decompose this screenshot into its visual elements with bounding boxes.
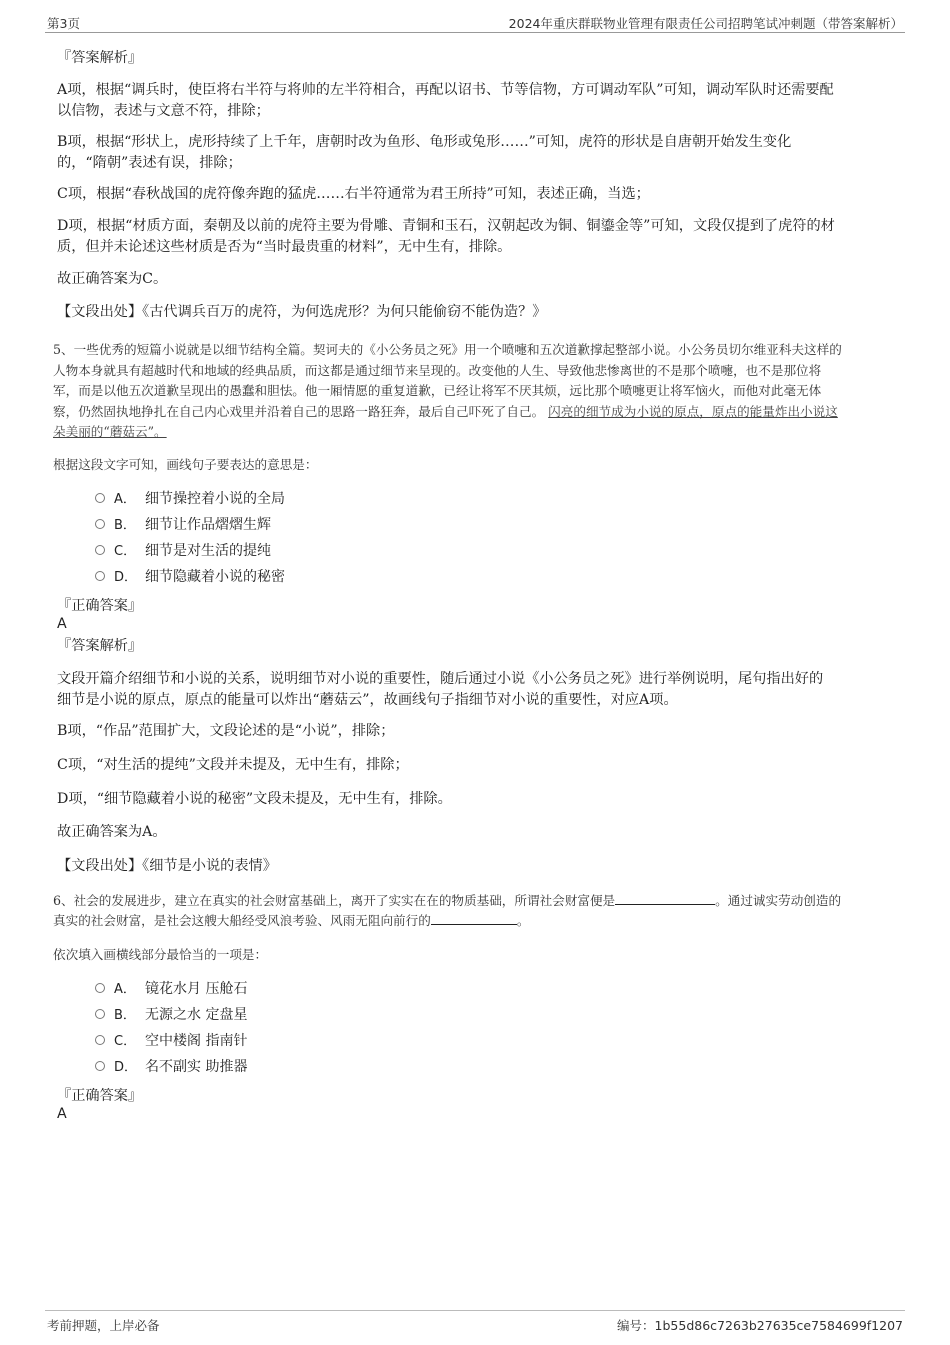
q4-source: 【文段出处】《古代调兵百万的虎符，为何选虎形？为何只能偷窃不能伪造？》 [57, 304, 547, 320]
option-letter: A． [114, 492, 136, 507]
radio-icon[interactable] [95, 1035, 105, 1045]
option-text: 无源之水 定盘星 [145, 1007, 248, 1023]
q6-option-b[interactable] [95, 1005, 247, 1026]
option-text: 细节隐藏着小说的秘密 [145, 569, 285, 585]
q4-analysis-a-line2: 以信物，表述与文意不符，排除； [57, 103, 270, 119]
q6-option-c[interactable] [95, 1031, 247, 1052]
option-text: 空中楼阁 指南针 [145, 1033, 248, 1049]
page-number: 第3页 [47, 16, 80, 31]
footer-slogan: 考前押题，上岸必备 [47, 1318, 160, 1333]
document-title: 2024年重庆群联物业管理有限责任公司招聘笔试冲刺题（带答案解析） [508, 16, 903, 31]
option-text: 镜花水月 压舱石 [145, 981, 248, 997]
q5-answer: A [57, 616, 67, 632]
q5-stem-line5 [53, 421, 901, 442]
q4-analysis-a-line1: A项，根据“调兵时，使臣将右半符与将帅的左半符相合，再配以诏书、节等信物，方可调动军队”可知，调动军队时还需要配 [57, 82, 834, 98]
option-letter: B． [114, 1008, 136, 1023]
q4-analysis-d-line2: 质，但并未论述这些材质是否为“当时最贵重的材料”，无中生有，排除。 [57, 239, 512, 255]
radio-icon[interactable] [95, 519, 105, 529]
q5-option-c[interactable] [95, 541, 271, 562]
q5-analysis-c: C项，“对生活的提纯”文段并未提及，无中生有，排除； [57, 757, 409, 773]
option-letter: A． [114, 982, 136, 997]
q5-option-b[interactable] [95, 515, 271, 536]
q5-analysis-b: B项，“作品”范围扩大，文段论述的是“小说”，排除； [57, 723, 395, 739]
q5-analysis-line2: 细节是小说的原点，原点的能量可以炸出“蘑菇云”，故画线句子指细节对小说的重要性，对应A项。 [57, 692, 678, 708]
q5-prompt: 根据这段文字可知，画线句子要表达的意思是： [53, 457, 318, 472]
q5-analysis-d: D项，“细节隐藏着小说的秘密”文段未提及，无中生有，排除。 [57, 791, 452, 807]
option-text: 细节操控着小说的全局 [145, 491, 285, 507]
radio-icon[interactable] [95, 545, 105, 555]
option-letter: C． [114, 544, 137, 559]
q5-conclusion: 故正确答案为A。 [57, 824, 167, 840]
radio-icon[interactable] [95, 493, 105, 503]
q6-answer-title: 『正确答案』 [57, 1088, 143, 1104]
fill-blank-2 [431, 911, 517, 925]
option-letter: B． [114, 518, 136, 533]
q6-stem-line2-text: 真实的社会财富，是社会这艘大船经受风浪考验、风雨无阻向前行的 [53, 913, 431, 928]
q5-stem-line1: 5、一些优秀的短篇小说就是以细节结构全篇。契诃夫的《小公务员之死》用一个喷嚏和五次道歉撑起整部小说。小公务员切尔维亚科夫这样的 [53, 342, 842, 357]
q5-analysis-line1: 文段开篇介绍细节和小说的关系，说明细节对小说的重要性，随后通过小说《小公务员之死》进行举例说明，尾句指出好的 [57, 671, 824, 687]
q6-prompt: 依次填入画横线部分最恰当的一项是： [53, 947, 268, 962]
q5-option-d[interactable] [95, 567, 285, 588]
q4-analysis-b-line1: B项，根据“形状上，虎形持续了上千年，唐朝时改为鱼形、龟形或兔形……”可知，虎符的形状是自唐朝开始发生变化 [57, 134, 792, 150]
q5-stem-line2: 人物本身就具有超越时代和地域的经典品质，而这都是通过细节来呈现的。改变他的人生、导致他悲惨离世的不是那个喷嚏，也不是那位将 [53, 363, 822, 378]
q5-stem-line4 [53, 401, 901, 422]
radio-icon[interactable] [95, 1061, 105, 1071]
q4-analysis-c-line1: C项，根据“春秋战国的虎符像奔跑的猛虎……右半符通常为君王所持”可知，表述正确，当选； [57, 186, 650, 202]
q6-stem-line1-tail: 。通过诚实劳动创造的 [715, 893, 842, 908]
q5-underlined-sentence: 闪亮的细节成为小说的原点，原点的能量炸出小说这 [548, 404, 838, 419]
fill-blank-1 [615, 891, 715, 905]
option-text: 细节是对生活的提纯 [145, 543, 271, 559]
q4-analysis-d-line1: D项，根据“材质方面，秦朝及以前的虎符主要为骨雕、青铜和玉石，汉朝起改为铜、铜鎏金等”可知，文段仅提到了虎符的材 [57, 218, 835, 234]
option-letter: C． [114, 1034, 137, 1049]
q5-option-a[interactable] [95, 489, 285, 510]
q5-answer-title: 『正确答案』 [57, 598, 143, 614]
q5-stem-line4-text: 察，仍然固执地挣扎在自己内心戏里并沿着自己的思路一路狂奔，最后自己吓死了自己。 [53, 404, 545, 419]
option-letter: D． [114, 570, 138, 585]
q6-option-d[interactable] [95, 1057, 247, 1078]
q6-stem-line1 [53, 890, 901, 911]
radio-icon[interactable] [95, 571, 105, 581]
radio-icon[interactable] [95, 1009, 105, 1019]
radio-icon[interactable] [95, 983, 105, 993]
q6-option-a[interactable] [95, 979, 247, 1000]
q5-stem-line3: 军，而是以他五次道歉呈现出的愚蠢和胆怯。他一厢情愿的重复道歉，已经让将军不厌其烦，远比那个喷嚏更让将军恼火，而他对此毫无体 [53, 383, 822, 398]
q6-stem-line2-tail: 。 [516, 913, 530, 928]
q6-stem-line2 [53, 910, 901, 931]
option-letter: D． [114, 1060, 138, 1075]
document-code: 编号：1b55d86c7263b27635ce7584699f1207 [617, 1318, 903, 1333]
option-text: 名不副实 助推器 [145, 1059, 248, 1075]
option-text: 细节让作品熠熠生辉 [145, 517, 271, 533]
q6-answer: A [57, 1106, 67, 1122]
q5-analysis-title: 『答案解析』 [57, 638, 143, 654]
q5-source: 【文段出处】《细节是小说的表情》 [57, 858, 277, 874]
q4-conclusion: 故正确答案为C。 [57, 271, 168, 287]
q5-underlined-sentence-end: 朵美丽的“蘑菇云”。 [53, 424, 167, 439]
page-header [45, 12, 905, 33]
q6-stem-line1-text: 6、社会的发展进步，建立在真实的社会财富基础上，离开了实实在在的物质基础，所谓社会财富便是 [53, 893, 616, 908]
q4-analysis-title: 『答案解析』 [57, 50, 143, 66]
page-footer [45, 1310, 905, 1337]
q4-analysis-b-line2: 的，“隋朝”表述有误，排除； [57, 155, 242, 171]
